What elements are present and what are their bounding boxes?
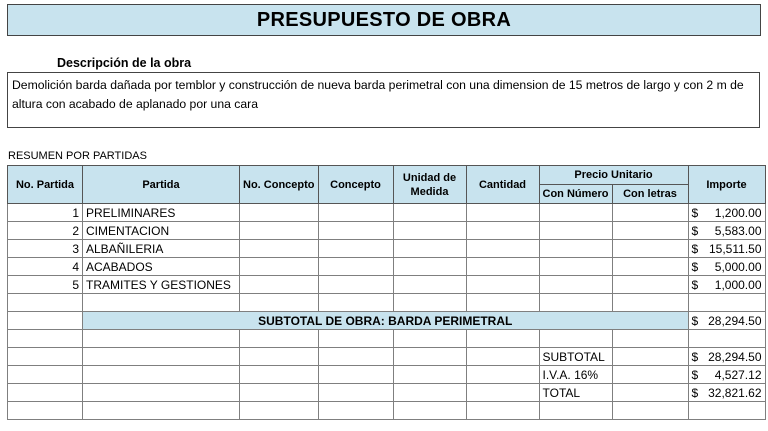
total-value[interactable]: $ 32,821.62 bbox=[688, 384, 765, 402]
header-no-partida: No. Partida bbox=[8, 166, 83, 204]
subtotal-obra-label[interactable]: SUBTOTAL DE OBRA: BARDA PERIMETRAL bbox=[83, 312, 689, 330]
table-row bbox=[8, 402, 766, 420]
title-text: PRESUPUESTO DE OBRA bbox=[256, 8, 512, 31]
totals-row bbox=[8, 384, 766, 402]
header-cantidad: Cantidad bbox=[466, 166, 539, 204]
header-concepto: Concepto bbox=[318, 166, 393, 204]
header-no-concepto: No. Concepto bbox=[240, 166, 319, 204]
subtotal-label[interactable]: SUBTOTAL bbox=[539, 348, 612, 366]
table-row bbox=[8, 294, 766, 312]
row-no[interactable]: 1 bbox=[8, 204, 83, 222]
table-row bbox=[8, 222, 766, 240]
row-partida[interactable]: PRELIMINARES bbox=[83, 204, 240, 222]
table-row bbox=[8, 240, 766, 258]
row-no[interactable]: 5 bbox=[8, 276, 83, 294]
row-importe[interactable]: $ 5,583.00 bbox=[688, 222, 765, 240]
description-label: Descripción de la obra bbox=[57, 56, 192, 70]
table-row bbox=[8, 204, 766, 222]
totals-row bbox=[8, 366, 766, 384]
row-partida[interactable]: CIMENTACION bbox=[83, 222, 240, 240]
table-row bbox=[8, 276, 766, 294]
row-partida[interactable]: ACABADOS bbox=[83, 258, 240, 276]
table-row bbox=[8, 258, 766, 276]
header-con-numero: Con Número bbox=[539, 185, 612, 204]
totals-row bbox=[8, 348, 766, 366]
row-importe[interactable]: $ 1,000.00 bbox=[688, 276, 765, 294]
row-partida[interactable]: ALBAÑILERIA bbox=[83, 240, 240, 258]
table-row bbox=[8, 330, 766, 348]
header-importe: Importe bbox=[688, 166, 765, 204]
row-importe[interactable]: $ 5,000.00 bbox=[688, 258, 765, 276]
total-label[interactable]: TOTAL bbox=[539, 384, 612, 402]
header-partida: Partida bbox=[83, 166, 240, 204]
budget-table bbox=[7, 165, 766, 420]
row-importe[interactable]: $ 15,511.50 bbox=[688, 240, 765, 258]
subtotal-value[interactable]: $ 28,294.50 bbox=[688, 348, 765, 366]
subtotal-obra-row bbox=[8, 312, 766, 330]
header-con-letras: Con letras bbox=[612, 185, 688, 204]
header-precio-unitario: Precio Unitario bbox=[539, 166, 688, 185]
description-cell[interactable]: Demolición barda dañada por temblor y construcción de nueva barda perimetral con una dimension de 15 metros de largo y con 2 m de altura con acabado de aplanado por una cara bbox=[7, 72, 760, 128]
summary-label: RESUMEN POR PARTIDAS bbox=[8, 150, 147, 162]
iva-label[interactable]: I.V.A. 16% bbox=[539, 366, 612, 384]
subtotal-obra-value[interactable]: $ 28,294.50 bbox=[688, 312, 765, 330]
row-importe[interactable]: $ 1,200.00 bbox=[688, 204, 765, 222]
row-partida[interactable]: TRAMITES Y GESTIONES bbox=[83, 276, 240, 294]
row-no[interactable]: 3 bbox=[8, 240, 83, 258]
row-no[interactable]: 2 bbox=[8, 222, 83, 240]
iva-value[interactable]: $ 4,527.12 bbox=[688, 366, 765, 384]
row-no[interactable]: 4 bbox=[8, 258, 83, 276]
header-unidad: Unidad de Medida bbox=[393, 166, 466, 204]
page-title bbox=[7, 4, 761, 36]
